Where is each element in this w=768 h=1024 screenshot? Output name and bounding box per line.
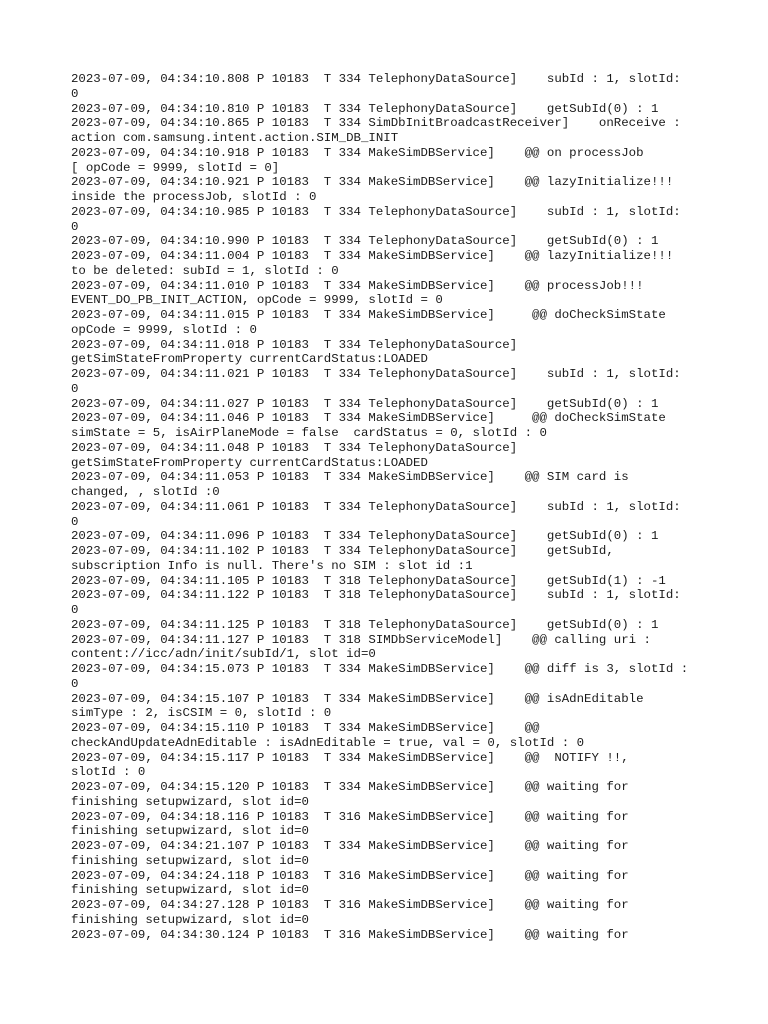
log-line: action com.samsung.intent.action.SIM_DB_INIT (71, 131, 399, 145)
log-line: subscription Info is null. There's no SIM : slot id :1 (71, 558, 473, 573)
log-line: 2023-07-09, 04:34:15.107 P 10183 T 334 MakeSimDBService] @@ isAdnEditable (71, 691, 644, 706)
log-line: 2023-07-09, 04:34:27.128 P 10183 T 316 MakeSimDBService] @@ waiting for (71, 898, 629, 912)
log-line: getSimStateFromProperty currentCardStatus:LOADED (71, 352, 428, 367)
log-line: [ opCode = 9999, slotId = 0] (71, 160, 280, 175)
log-line: 2023-07-09, 04:34:11.125 P 10183 T 318 TelephonyDataSource] getSubId(0) : 1 (71, 617, 659, 632)
log-line: 2023-07-09, 04:34:10.808 P 10183 T 334 TelephonyDataSource] subId : 1, slotId: (71, 72, 681, 86)
log-line: finishing setupwizard, slot id=0 (71, 824, 309, 839)
log-line: 2023-07-09, 04:34:11.027 P 10183 T 334 TelephonyDataSource] getSubId(0) : 1 (71, 396, 659, 411)
log-line: inside the processJob, slotId : 0 (71, 190, 317, 204)
log-line: 0 (71, 381, 79, 396)
log-line: 2023-07-09, 04:34:30.124 P 10183 T 316 MakeSimDBService] @@ waiting for (71, 927, 629, 942)
log-line: 2023-07-09, 04:34:15.120 P 10183 T 334 MakeSimDBService] @@ waiting for (71, 780, 629, 794)
log-line: 2023-07-09, 04:34:11.021 P 10183 T 334 TelephonyDataSource] subId : 1, slotId: (71, 367, 681, 381)
log-line: 2023-07-09, 04:34:11.004 P 10183 T 334 MakeSimDBService] @@ lazyInitialize!!! (71, 249, 674, 263)
log-line: content://icc/adn/init/subId/1, slot id=0 (71, 647, 376, 662)
log-line: 2023-07-09, 04:34:21.107 P 10183 T 334 MakeSimDBService] @@ waiting for (71, 839, 629, 853)
log-text-block (71, 72, 711, 942)
log-line: finishing setupwizard, slot id=0 (71, 912, 309, 927)
log-line: 2023-07-09, 04:34:10.810 P 10183 T 334 TelephonyDataSource] getSubId(0) : 1 (71, 101, 659, 116)
log-line: 2023-07-09, 04:34:11.046 P 10183 T 334 MakeSimDBService] @@ doCheckSimState (71, 411, 666, 426)
log-line: 2023-07-09, 04:34:10.921 P 10183 T 334 MakeSimDBService] @@ lazyInitialize!!! (71, 175, 674, 190)
log-line: 2023-07-09, 04:34:10.865 P 10183 T 334 SimDbInitBroadcastReceiver] onReceive : (71, 116, 681, 131)
log-line: 0 (71, 514, 79, 529)
log-line: checkAndUpdateAdnEditable : isAdnEditable = true, val = 0, slotId : 0 (71, 735, 585, 750)
log-line: 2023-07-09, 04:34:11.053 P 10183 T 334 MakeSimDBService] @@ SIM card is (71, 470, 629, 485)
log-line: 2023-07-09, 04:34:11.127 P 10183 T 318 SIMDbServiceModel] @@ calling uri : (71, 632, 651, 647)
log-line: 2023-07-09, 04:34:11.061 P 10183 T 334 TelephonyDataSource] subId : 1, slotId: (71, 499, 681, 514)
log-line: 2023-07-09, 04:34:11.010 P 10183 T 334 MakeSimDBService] @@ processJob!!! (71, 278, 644, 293)
log-line: 0 (71, 219, 79, 234)
log-line: getSimStateFromProperty currentCardStatus:LOADED (71, 455, 428, 470)
log-line: slotId : 0 (71, 765, 146, 780)
log-line: 2023-07-09, 04:34:15.110 P 10183 T 334 MakeSimDBService] @@ (71, 721, 540, 735)
log-line: 2023-07-09, 04:34:10.985 P 10183 T 334 TelephonyDataSource] subId : 1, slotId: (71, 204, 681, 219)
log-line: 2023-07-09, 04:34:15.073 P 10183 T 334 MakeSimDBService] @@ diff is 3, slotId : (71, 662, 689, 676)
log-line: 0 (71, 603, 79, 617)
log-line: 2023-07-09, 04:34:10.918 P 10183 T 334 MakeSimDBService] @@ on processJob (71, 145, 644, 160)
log-line: changed, , slotId :0 (71, 485, 220, 499)
log-line: 2023-07-09, 04:34:11.105 P 10183 T 318 TelephonyDataSource] getSubId(1) : -1 (71, 573, 666, 588)
log-line: simState = 5, isAirPlaneMode = false cardStatus = 0, slotId : 0 (71, 426, 547, 440)
log-line: 0 (71, 86, 79, 101)
log-line: opCode = 9999, slotId : 0 (71, 322, 257, 337)
log-line: to be deleted: subId = 1, slotId : 0 (71, 263, 339, 278)
log-line: simType : 2, isCSIM = 0, slotId : 0 (71, 706, 332, 721)
log-line: 2023-07-09, 04:34:11.102 P 10183 T 334 TelephonyDataSource] getSubId, (71, 544, 614, 558)
log-line: 2023-07-09, 04:34:11.048 P 10183 T 334 TelephonyDataSource] (71, 440, 518, 455)
log-line: finishing setupwizard, slot id=0 (71, 883, 309, 898)
log-line: 2023-07-09, 04:34:10.990 P 10183 T 334 TelephonyDataSource] getSubId(0) : 1 (71, 234, 659, 249)
log-line: 2023-07-09, 04:34:15.117 P 10183 T 334 MakeSimDBService] @@ NOTIFY !!, (71, 750, 629, 765)
log-line: 2023-07-09, 04:34:11.122 P 10183 T 318 TelephonyDataSource] subId : 1, slotId: (71, 588, 681, 603)
log-line: 2023-07-09, 04:34:18.116 P 10183 T 316 MakeSimDBService] @@ waiting for (71, 809, 629, 824)
log-line: 0 (71, 676, 79, 691)
log-line: finishing setupwizard, slot id=0 (71, 794, 309, 809)
log-line: 2023-07-09, 04:34:11.015 P 10183 T 334 MakeSimDBService] @@ doCheckSimState (71, 308, 666, 322)
log-line: EVENT_DO_PB_INIT_ACTION, opCode = 9999, slotId = 0 (71, 293, 443, 308)
log-line: 2023-07-09, 04:34:11.096 P 10183 T 334 TelephonyDataSource] getSubId(0) : 1 (71, 529, 659, 544)
log-line: 2023-07-09, 04:34:24.118 P 10183 T 316 MakeSimDBService] @@ waiting for (71, 868, 629, 883)
log-line: 2023-07-09, 04:34:11.018 P 10183 T 334 TelephonyDataSource] (71, 337, 518, 352)
log-line: finishing setupwizard, slot id=0 (71, 853, 309, 868)
